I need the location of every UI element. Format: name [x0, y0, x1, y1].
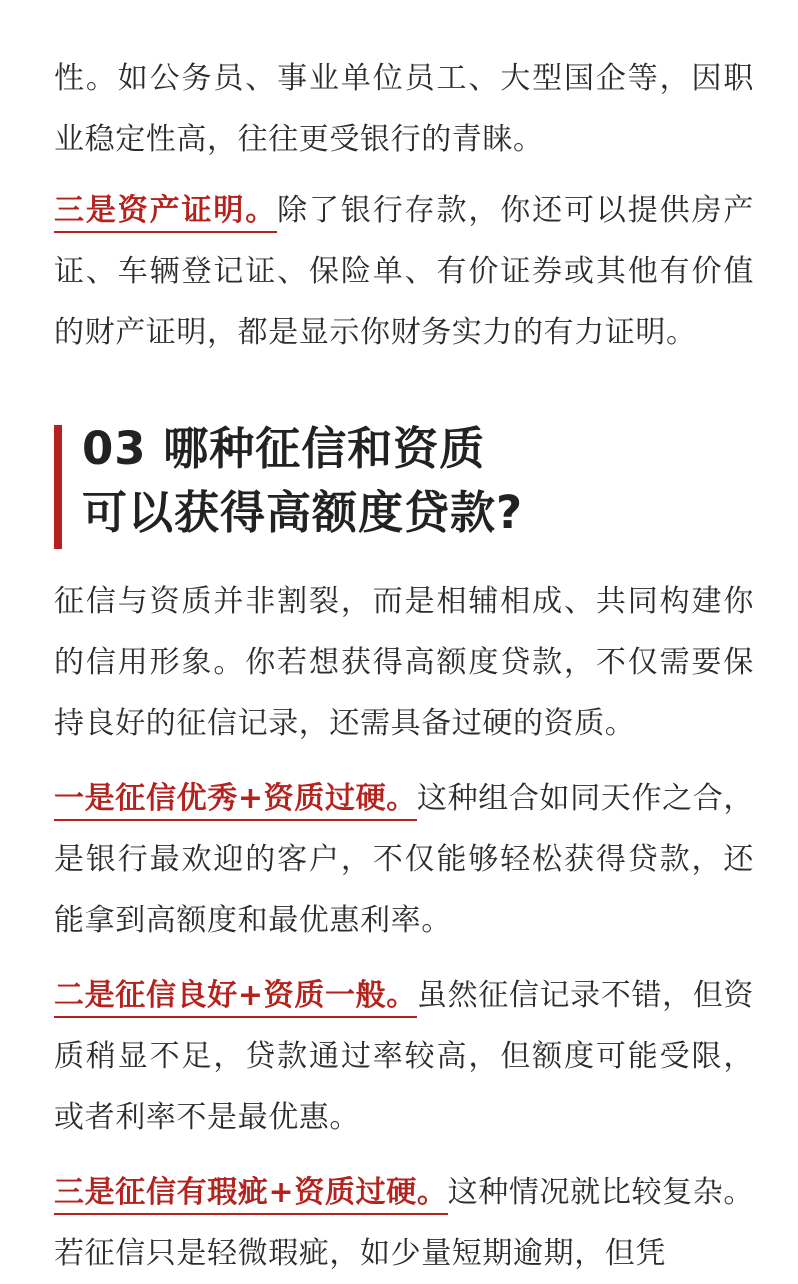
highlight-asset-proof: 三是资产证明。: [54, 193, 277, 233]
highlight-case-3: 三是征信有瑕疵+资质过硬。: [54, 1175, 448, 1215]
paragraph-text: 除了银行存款，你还可以提供房产证、车辆登记证、保险单、有价证券或其他有价值的财产证明，都是显示你财务实力的有力证明。: [54, 193, 755, 350]
section-heading-03: [54, 417, 754, 549]
paragraph-case-3: [54, 1162, 754, 1284]
section-title-line-2: 可以获得高额度贷款?: [82, 486, 524, 539]
highlight-case-2: 二是征信良好+资质一般。: [54, 978, 417, 1018]
article-body: [54, 48, 754, 1284]
paragraph-text: 这种情况就比较复杂。若征信只是轻微瑕疵，如少量短期逾期，但凭: [54, 1175, 755, 1271]
paragraph-case-2: [54, 965, 754, 1148]
paragraph-text: 性。如公务员、事业单位员工、大型国企等，因职业稳定性高，往往更受银行的青睐。: [54, 61, 754, 157]
paragraph-text: 虽然征信记录不错，但资质稍显不足，贷款通过率较高，但额度可能受限，或者利率不是最优惠。: [54, 978, 754, 1135]
paragraph-text: 征信与资质并非割裂，而是相辅相成、共同构建你的信用形象。你若想获得高额度贷款，不仅需要保持良好的征信记录，还需具备过硬的资质。: [54, 584, 754, 741]
section-accent-bar: [54, 425, 62, 549]
paragraph-job-stability: [54, 48, 754, 170]
section-title: [82, 417, 754, 545]
paragraph-text: 这种组合如同天作之合，是银行最欢迎的客户，不仅能够轻松获得贷款，还能拿到高额度和最优惠利率。: [54, 781, 754, 938]
paragraph-case-1: [54, 768, 754, 951]
highlight-case-1: 一是征信优秀+资质过硬。: [54, 781, 417, 821]
paragraph-intro: [54, 571, 754, 754]
paragraph-asset-proof: [54, 180, 754, 363]
section-title-line-1: 03 哪种征信和资质: [82, 422, 486, 475]
